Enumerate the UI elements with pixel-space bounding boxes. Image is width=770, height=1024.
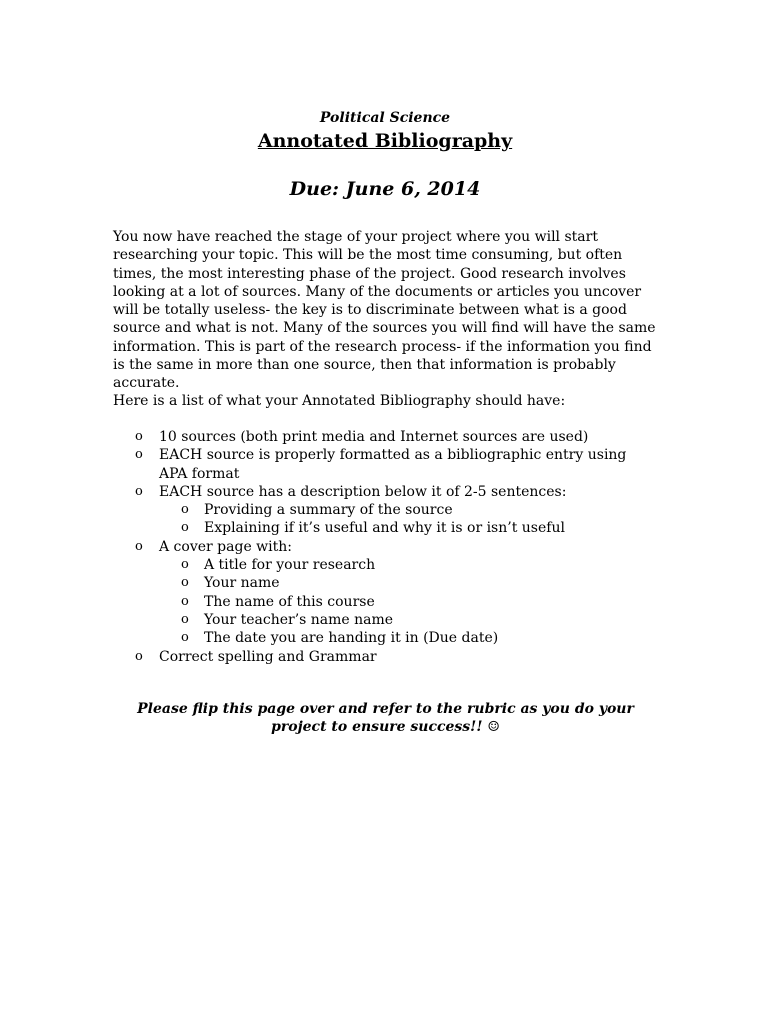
bullet-icon: o (181, 593, 189, 609)
intro-paragraph: You now have reached the stage of your project where you will start researching your topic. This will be the most time consuming, but often times, the most interesting phase of the project. Good research involves looking at a lot of sources. Many of the documents or articles you uncover will be totally useless- the key is to discriminate between what is a good source and what is not. Many of the sources you will find will have the same information. This is part of the research process- if the information you find is the same in more than one source, then that information is probably accurate. (113, 229, 656, 392)
sub-list-item (113, 629, 658, 647)
sub-list-item (113, 611, 658, 629)
bullet-icon: o (181, 557, 189, 573)
sub-list-item (113, 593, 658, 611)
bullet-icon: o (135, 648, 143, 664)
bullet-icon: o (135, 538, 143, 554)
list-item-text: EACH source is properly formatted as a bibliographic entry using APA format (159, 447, 627, 482)
course-subject: Political Science (319, 110, 451, 126)
requirements-list (113, 428, 658, 666)
document-title: Annotated Bibliography (257, 130, 513, 152)
sub-list-item-text: A title for your research (204, 557, 376, 574)
bullet-icon: o (135, 429, 143, 444)
sub-list-item-text: Your teacher’s name name (204, 611, 394, 628)
bullet-icon: o (181, 520, 189, 536)
list-item-text: EACH source has a description below it of 2-5 sentences: (159, 483, 567, 500)
sub-list-item-text: Explaining if it’s useful and why it is or isn’t useful (204, 520, 565, 537)
sub-list-item-text: The date you are handing it in (Due date) (204, 630, 499, 647)
bullet-icon: o (181, 575, 189, 591)
sub-list-item-text: Providing a summary of the source (204, 502, 453, 519)
sub-list-item-text: Your name (204, 575, 280, 592)
list-item (113, 483, 658, 501)
list-item (113, 428, 658, 446)
due-date: Due: June 6, 2014 (289, 178, 481, 200)
list-lead-text: Here is a list of what your Annotated Bibliography should have: (113, 393, 566, 409)
sub-list-item (113, 501, 658, 519)
bullet-icon: o (135, 483, 143, 499)
closing-text: Please flip this page over and refer to the rubric as you do your project to ensure success!! (137, 701, 634, 736)
bullet-icon: o (181, 611, 189, 627)
sub-list-item (113, 519, 658, 537)
sub-list-item-text: The name of this course (204, 593, 375, 610)
list-item-text: 10 sources (both print media and Internet sources are used) (159, 429, 589, 445)
list-item (113, 648, 658, 666)
closing-note (113, 700, 658, 737)
bullet-icon: o (135, 447, 143, 463)
sub-list-item (113, 556, 658, 574)
smiley-icon: ☺ (487, 719, 500, 736)
bullet-icon: o (181, 630, 189, 646)
list-item-text: Correct spelling and Grammar (159, 648, 377, 665)
bullet-icon: o (181, 502, 189, 518)
list-item (113, 538, 658, 556)
list-item-text: A cover page with: (159, 538, 292, 555)
sub-list-item (113, 574, 658, 592)
list-item (113, 446, 658, 483)
